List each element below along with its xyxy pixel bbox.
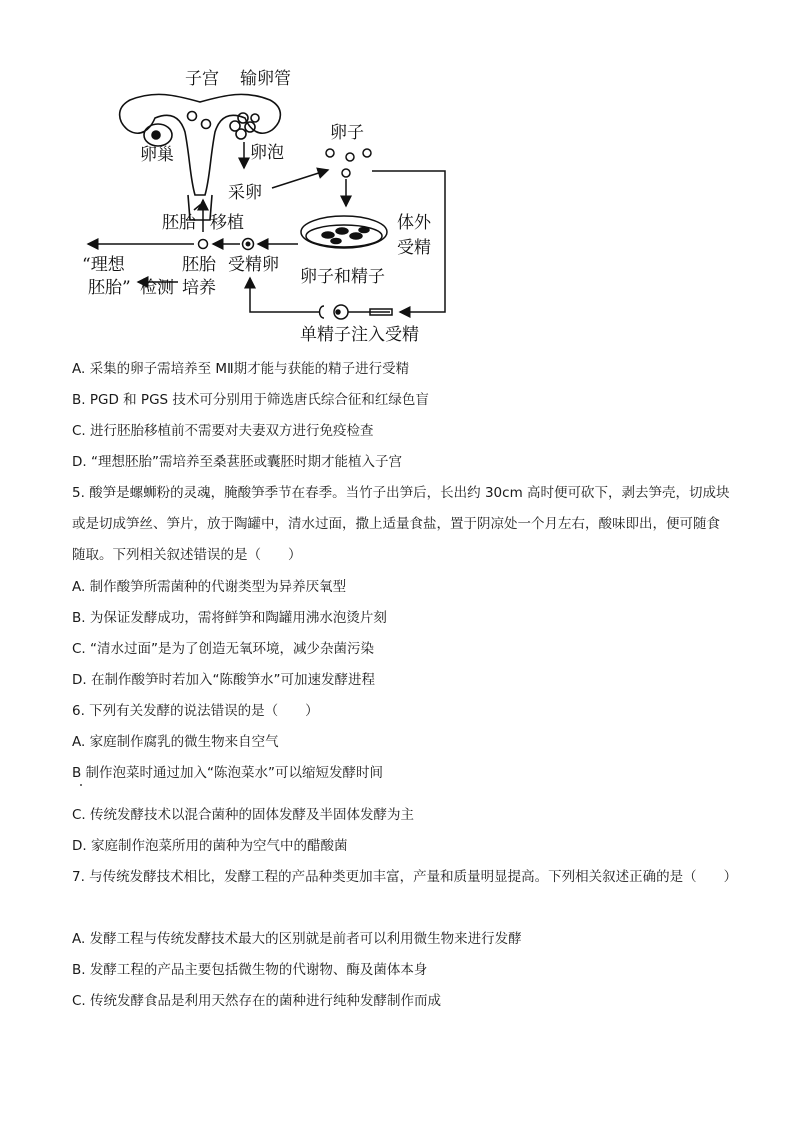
label-transfer: 移植 [210, 213, 244, 233]
q7-option-c: C. 传统发酵食品是利用天然存在的菌种进行纯种发酵制作而成 [72, 993, 442, 1009]
q4-option-a: A. 采集的卵子需培养至 MⅡ期才能与获能的精子进行受精 [72, 361, 410, 377]
q5-option-c: C. “清水过面”是为了创造无氧环境，减少杂菌污染 [72, 641, 374, 657]
q5-stem: 5. 酸笋是螺蛳粉的灵魂，腌酸笋季节在春季。当竹子出笋后，长出约 30cm 高时便可砍下，剥去笋壳，切成块或是切成笋丝、笋片，放于陶罐中，清水过面，撒上适量食盐，置于阴凉处一个月左右，酸味即出，便可随食随取。下列相关叙述错误的是（ ） [72, 485, 730, 563]
label-fertilized-egg: 受精卵 [228, 255, 279, 275]
q7-option-b: B. 发酵工程的产品主要包括微生物的代谢物、酶及菌体本身 [72, 962, 428, 978]
q6-option-b: B 制作泡菜时通过加入“陈泡菜水”可以缩短发酵时间 [72, 765, 384, 781]
stray-dot [80, 784, 82, 786]
label-ivf-2: 受精 [397, 238, 431, 258]
embryo-icon [199, 240, 208, 249]
q5-option-a: A. 制作酸笋所需菌种的代谢类型为异养厌氧型 [72, 579, 347, 595]
eggs-icon [326, 149, 371, 177]
label-ovary: 卵巢 [140, 145, 174, 165]
petri-dish-icon [301, 216, 387, 248]
fertilized-egg-nucleus [246, 242, 251, 247]
q4-option-b: B. PGD 和 PGS 技术可分别用于筛选唐氏综合征和红绿色盲 [72, 392, 429, 408]
q6-option-c: C. 传统发酵技术以混合菌种的固体发酵及半固体发酵为主 [72, 807, 415, 823]
q4-option-d: D. “理想胚胎”需培养至桑葚胚或囊胚时期才能植入子宫 [72, 454, 402, 470]
label-ideal-1: “理想 [82, 255, 125, 275]
label-eggs-sperm: 卵子和精子 [300, 267, 385, 287]
label-culture-1: 胚胎 [182, 255, 216, 275]
injection-icon [320, 305, 393, 319]
q5-option-b: B. 为保证发酵成功，需将鲜笋和陶罐用沸水泡烫片刻 [72, 610, 387, 626]
arrow-collection-to-eggs [272, 170, 328, 188]
label-follicle: 卵泡 [250, 143, 284, 163]
q6-stem: 6. 下列有关发酵的说法错误的是（ ） [72, 703, 319, 719]
label-oviduct: 输卵管 [240, 69, 291, 89]
label-embryo: 胚胎 [162, 213, 196, 233]
label-uterus: 子宫 [185, 69, 219, 89]
diagram-svg [60, 60, 480, 350]
label-ivf-1: 体外 [397, 213, 431, 233]
q6-option-a: A. 家庭制作腐乳的微生物来自空气 [72, 734, 279, 750]
label-single-sperm: 单精子注入受精 [300, 325, 419, 345]
q6-option-d: D. 家庭制作泡菜所用的菌种为空气中的醋酸菌 [72, 838, 348, 854]
label-egg-collection: 采卵 [228, 183, 262, 203]
label-ideal-2: 胚胎” [88, 278, 131, 298]
q7-stem: 7. 与传统发酵技术相比，发酵工程的产品种类更加丰富，产量和质量明显提高。下列相关叙述正确的是（ ） [72, 869, 738, 885]
label-eggs: 卵子 [330, 123, 364, 143]
q4-option-c: C. 进行胚胎移植前不需要对夫妻双方进行免疫检查 [72, 423, 374, 439]
q5-option-d: D. 在制作酸笋时若加入“陈酸笋水”可加速发酵进程 [72, 672, 375, 688]
q7-option-a: A. 发酵工程与传统发酵技术最大的区别就是前者可以利用微生物来进行发酵 [72, 931, 522, 947]
label-test: 检测 [140, 278, 174, 298]
label-culture-2: 培养 [182, 278, 216, 298]
ivf-process-diagram [60, 60, 480, 350]
